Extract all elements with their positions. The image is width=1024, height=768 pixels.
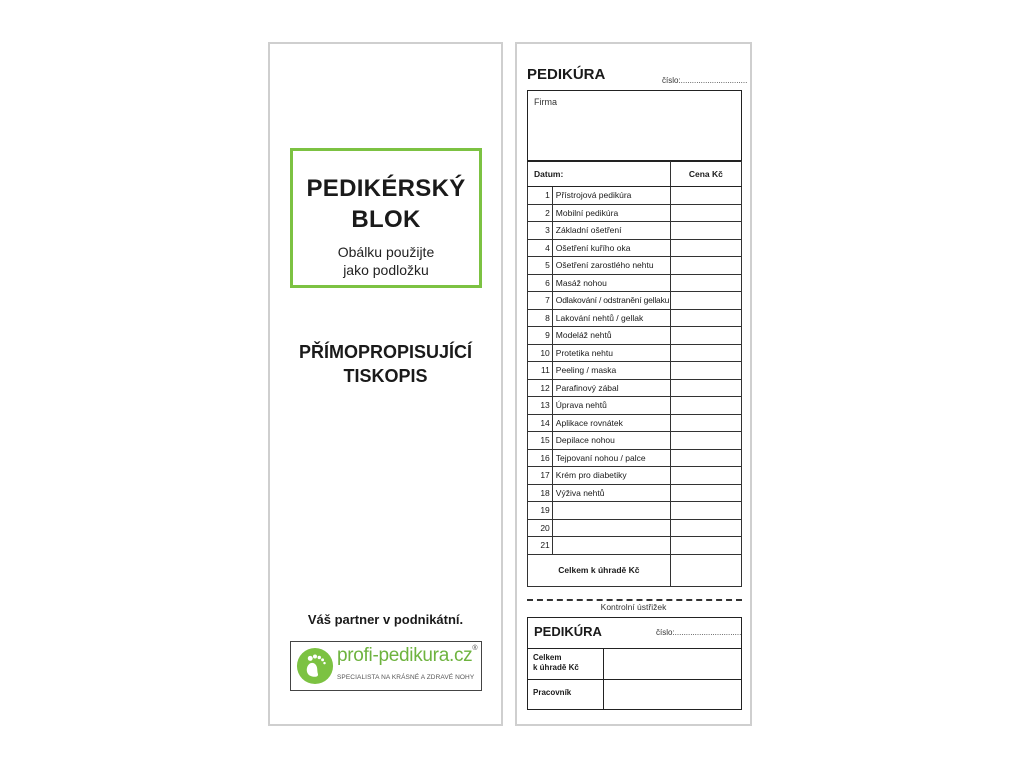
stub-total-line1: Celkem (533, 653, 562, 662)
item-price-field[interactable] (670, 502, 741, 520)
item-number: 8 (528, 309, 553, 327)
stub-total-field[interactable] (605, 650, 739, 677)
item-name: Základní ošetření (552, 222, 670, 240)
item-number: 6 (528, 274, 553, 292)
item-number: 21 (528, 537, 553, 555)
item-name[interactable] (552, 519, 670, 537)
cover-mid-line2: TISKOPIS (343, 366, 428, 386)
item-number: 19 (528, 502, 553, 520)
item-name: Masáž nohou (552, 274, 670, 292)
item-number: 10 (528, 344, 553, 362)
table-row (528, 519, 742, 537)
item-name: Odlakování / odstranění gellaku (552, 292, 670, 310)
item-number: 3 (528, 222, 553, 240)
stub-total-label (533, 653, 579, 673)
stub-divider (528, 679, 741, 680)
cover-mid-line1: PŘÍMOPROPISUJÍCÍ (298, 342, 473, 362)
item-price-field[interactable] (670, 379, 741, 397)
stub-worker-label: Pracovník (533, 688, 572, 697)
form-title: PEDIKÚRA (527, 66, 606, 83)
table-row (528, 537, 742, 555)
stub-divider (528, 648, 741, 649)
item-name: Protetika nehtu (552, 344, 670, 362)
table-row (528, 379, 742, 397)
table-row (528, 502, 742, 520)
foot-logo-icon (296, 647, 334, 685)
item-price-field[interactable] (670, 327, 741, 345)
item-price-field[interactable] (670, 274, 741, 292)
form-panel (515, 42, 752, 726)
item-price-field[interactable] (670, 257, 741, 275)
item-name: Parafinový zábal (552, 379, 670, 397)
item-name: Aplikace rovnátek (552, 414, 670, 432)
cover-title-box (290, 148, 482, 288)
cover-title-line2: BLOK (351, 206, 421, 233)
total-value-field[interactable] (670, 554, 741, 586)
price-header: Cena Kč (670, 162, 741, 187)
item-number: 1 (528, 187, 553, 205)
control-stub (527, 617, 742, 710)
stub-worker-field[interactable] (605, 681, 739, 708)
item-name: Lakování nehtů / gellak (552, 309, 670, 327)
table-header-row (528, 162, 742, 187)
table-row (528, 362, 742, 380)
item-price-field[interactable] (670, 519, 741, 537)
item-price-field[interactable] (670, 344, 741, 362)
item-price-field[interactable] (670, 222, 741, 240)
table-row (528, 292, 742, 310)
table-row (528, 239, 742, 257)
cover-panel (268, 42, 503, 726)
cover-subtitle-line1: Obálku použijte (337, 244, 435, 260)
table-row (528, 309, 742, 327)
logo-name (337, 645, 477, 667)
stub-number-field[interactable]: číslo:.............................. (656, 628, 742, 637)
item-price-field[interactable] (670, 537, 741, 555)
item-number: 20 (528, 519, 553, 537)
item-number: 9 (528, 327, 553, 345)
item-name[interactable] (552, 502, 670, 520)
item-price-field[interactable] (670, 449, 741, 467)
item-name: Depilace nohou (552, 432, 670, 450)
table-row (528, 484, 742, 502)
logo-registered-mark: ® (472, 645, 478, 652)
table-row (528, 274, 742, 292)
item-number: 12 (528, 379, 553, 397)
control-stub-label: Kontrolní ústřižek (600, 602, 667, 612)
item-name: Výživa nehtů (552, 484, 670, 502)
item-name: Ošetření zarostlého nehtu (552, 257, 670, 275)
form-number-field[interactable]: číslo:.............................. (662, 76, 748, 85)
item-number: 18 (528, 484, 553, 502)
item-name: Mobilní pedikúra (552, 204, 670, 222)
item-price-field[interactable] (670, 467, 741, 485)
cover-subtitle (293, 243, 479, 279)
cover-partner-text: Váš partner v podnikátní. (307, 612, 464, 627)
brand-logo (290, 641, 482, 691)
item-number: 16 (528, 449, 553, 467)
item-name: Krém pro diabetiky (552, 467, 670, 485)
item-number: 7 (528, 292, 553, 310)
item-name[interactable] (552, 537, 670, 555)
item-number: 14 (528, 414, 553, 432)
stub-title: PEDIKÚRA (534, 624, 602, 639)
datum-header[interactable]: Datum: (528, 162, 671, 187)
cover-subtitle-line2: jako podložku (343, 262, 429, 278)
item-number: 5 (528, 257, 553, 275)
table-row (528, 257, 742, 275)
total-row (528, 554, 742, 586)
total-label: Celkem k úhradě Kč (528, 554, 671, 586)
item-number: 11 (528, 362, 553, 380)
firma-field[interactable] (527, 90, 742, 161)
item-price-field[interactable] (670, 309, 741, 327)
table-row (528, 449, 742, 467)
item-price-field[interactable] (670, 204, 741, 222)
services-table (527, 161, 742, 587)
table-row (528, 414, 742, 432)
table-row (528, 187, 742, 205)
item-number: 13 (528, 397, 553, 415)
item-price-field[interactable] (670, 187, 741, 205)
cut-line (527, 599, 742, 601)
table-row (528, 344, 742, 362)
cover-mid-heading (270, 340, 501, 388)
table-row (528, 204, 742, 222)
item-price-field[interactable] (670, 397, 741, 415)
item-name: Úprava nehtů (552, 397, 670, 415)
table-row (528, 327, 742, 345)
item-number: 2 (528, 204, 553, 222)
table-row (528, 467, 742, 485)
table-row (528, 397, 742, 415)
item-number: 15 (528, 432, 553, 450)
table-row (528, 432, 742, 450)
item-price-field[interactable] (670, 432, 741, 450)
cover-title (293, 173, 479, 235)
item-name: Peeling / maska (552, 362, 670, 380)
item-name: Modeláž nehtů (552, 327, 670, 345)
logo-name-text: profi-pedikura.cz (337, 645, 473, 666)
item-price-field[interactable] (670, 292, 741, 310)
item-price-field[interactable] (670, 414, 741, 432)
table-row (528, 222, 742, 240)
item-name: Přístrojová pedikúra (552, 187, 670, 205)
item-price-field[interactable] (670, 362, 741, 380)
item-name: Ošetření kuřího oka (552, 239, 670, 257)
stub-total-line2: k úhradě Kč (533, 663, 579, 672)
firma-label: Firma (534, 97, 557, 107)
logo-tagline: SPECIALISTA NA KRÁSNÉ A ZDRAVÉ NOHY (337, 674, 475, 681)
item-price-field[interactable] (670, 484, 741, 502)
cover-title-line1: PEDIKÉRSKÝ (306, 175, 466, 202)
item-number: 4 (528, 239, 553, 257)
item-number: 17 (528, 467, 553, 485)
item-name: Tejpovaní nohou / palce (552, 449, 670, 467)
item-price-field[interactable] (670, 239, 741, 257)
